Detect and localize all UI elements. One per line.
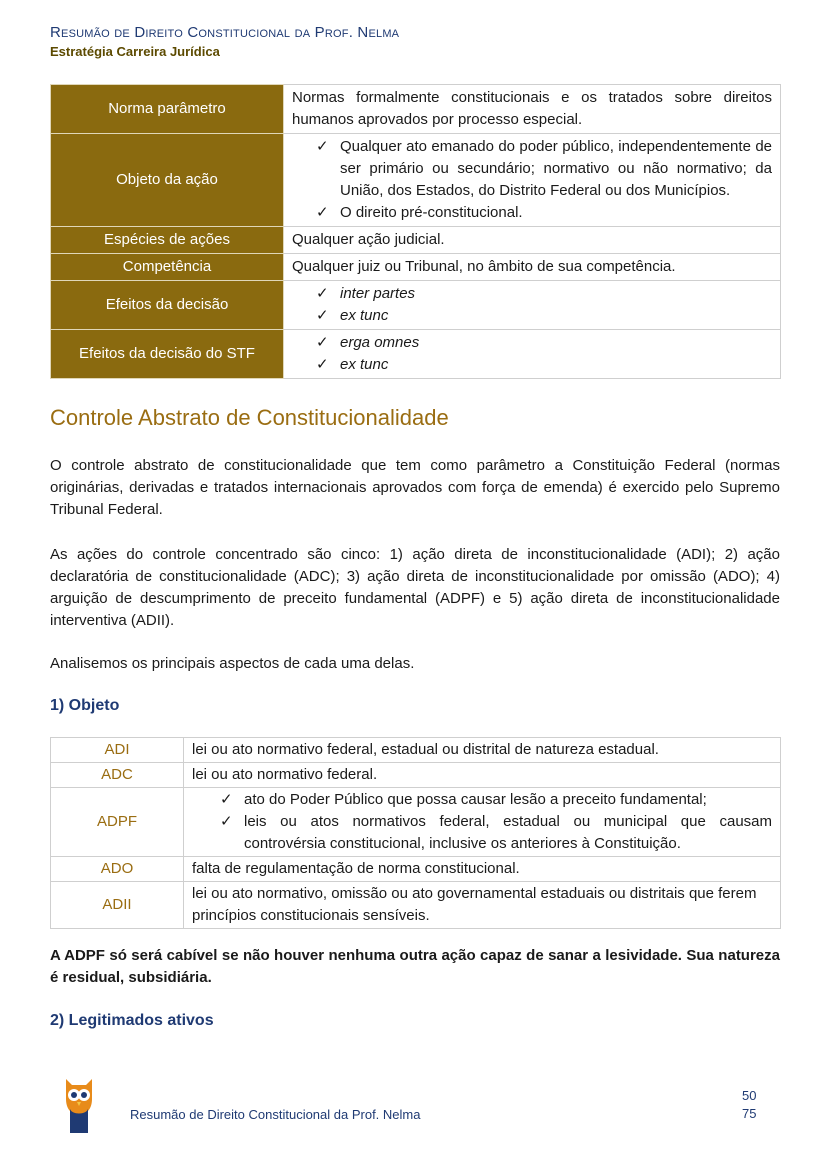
paragraph: As ações do controle concentrado são cinco: 1) ação direta de inconstitucionalidade (ADI); 2) ação declaratória de constitucionalidade (ADC); 3) ação direta de inconstitucionalidade por omissão (ADO); 4) arguição de descumprimento de preceito fundamental (ADPF) e 5) ação direta de inconstitucionalidade interventiva (ADII). — [50, 546, 780, 629]
paragraph: Analisemos os principais aspectos de cada uma delas. — [50, 655, 415, 672]
check-item: ✓ leis ou atos normativos federal, estadual ou municipal que causam controvérsia constitucional, inclusive os anteriores à Constituição. — [192, 811, 772, 855]
row-value — [284, 330, 781, 379]
row-label: ADC — [51, 763, 184, 788]
subheading-objeto: 1) Objeto — [50, 697, 120, 714]
row-label: Competência — [51, 254, 284, 281]
subheading-legitimados: 2) Legitimados ativos — [50, 1012, 214, 1029]
check-item: ✓ inter partes — [292, 283, 772, 305]
row-label: Objeto da ação — [51, 134, 284, 227]
header-title: Resumão de Direito Constitucional da Prof. Nelma — [50, 24, 400, 41]
paragraph: O controle abstrato de constitucionalidade que tem como parâmetro a Constituição Federal (normas originárias, derivadas e tratados internacionais aprovados com força de emenda) é exercido pelo Supremo Tribunal Federal. — [50, 457, 780, 518]
row-label: ADO — [51, 857, 184, 882]
controle-difuso-table — [50, 84, 781, 379]
current-page: 50 — [742, 1088, 757, 1103]
row-label: Efeitos da decisão do STF — [51, 330, 284, 379]
objeto-table — [50, 737, 781, 929]
row-label: ADII — [51, 882, 184, 929]
row-value: lei ou ato normativo, omissão ou ato governamental estaduais ou distritais que ferem princípios constitucionais sensíveis. — [184, 882, 781, 929]
table-row — [51, 134, 781, 227]
check-item: ✓ Qualquer ato emanado do poder público, independentemente de ser primário ou secundário; normativo ou não normativo; da União, dos Estados, do Distrito Federal ou dos Municípios. — [292, 136, 772, 202]
check-item: ✓ O direito pré-constitucional. — [292, 202, 772, 224]
check-item: ✓ ex tunc — [292, 305, 772, 327]
row-value: Qualquer ação judicial. — [284, 227, 781, 254]
section-title: Controle Abstrato de Constitucionalidade — [50, 405, 449, 430]
table-row — [51, 227, 781, 254]
table-row — [51, 857, 781, 882]
row-value — [284, 134, 781, 227]
table-row — [51, 738, 781, 763]
row-value: falta de regulamentação de norma constitucional. — [184, 857, 781, 882]
footer-title: Resumão de Direito Constitucional da Prof. Nelma — [130, 1107, 421, 1122]
row-label: Norma parâmetro — [51, 85, 284, 134]
table-row — [51, 254, 781, 281]
owl-logo-icon — [62, 1075, 96, 1137]
row-label: Espécies de ações — [51, 227, 284, 254]
table-row — [51, 85, 781, 134]
row-value: lei ou ato normativo federal. — [184, 763, 781, 788]
header-subtitle: Estratégia Carreira Jurídica — [50, 44, 220, 59]
row-value — [184, 788, 781, 857]
row-label: Efeitos da decisão — [51, 281, 284, 330]
row-label: ADPF — [51, 788, 184, 857]
page-number — [742, 1087, 756, 1123]
check-item: ✓ ato do Poder Público que possa causar lesão a preceito fundamental; — [192, 789, 772, 811]
page-header — [50, 24, 399, 59]
row-value: Normas formalmente constitucionais e os tratados sobre direitos humanos aprovados por processo especial. — [284, 85, 781, 134]
table-row — [51, 330, 781, 379]
total-pages: 75 — [742, 1106, 757, 1121]
table-row — [51, 882, 781, 929]
row-label: ADI — [51, 738, 184, 763]
row-value: lei ou ato normativo federal, estadual ou distrital de natureza estadual. — [184, 738, 781, 763]
table-row — [51, 281, 781, 330]
check-item: ✓ ex tunc — [292, 354, 772, 376]
row-value: Qualquer juiz ou Tribunal, no âmbito de sua competência. — [284, 254, 781, 281]
row-value — [284, 281, 781, 330]
emphasis-paragraph: A ADPF só será cabível se não houver nenhuma outra ação capaz de sanar a lesividade. Sua natureza é residual, subsidiária. — [50, 947, 780, 986]
check-item: ✓ erga omnes — [292, 332, 772, 354]
table-row — [51, 763, 781, 788]
table-row — [51, 788, 781, 857]
